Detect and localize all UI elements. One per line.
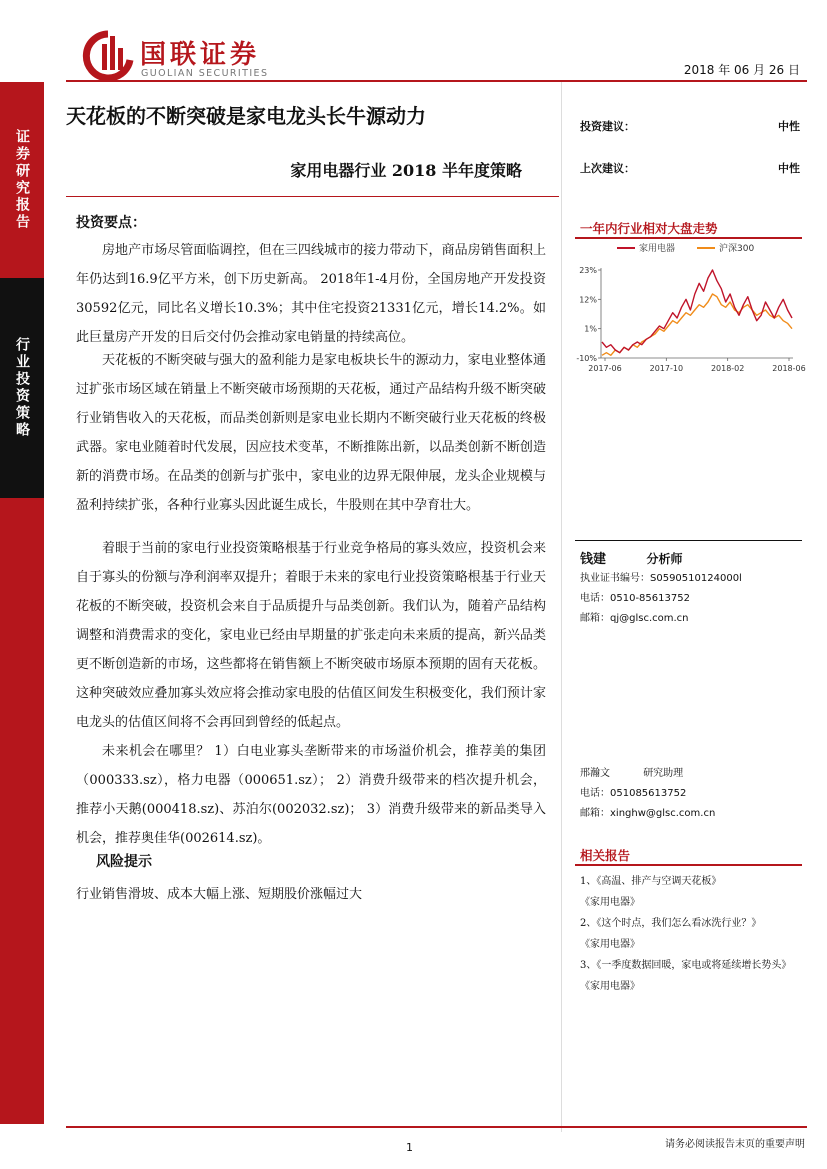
paragraph-2: 天花板的不断突破与强大的盈利能力是家电板块长牛的源动力，家电业整体通过扩张市场区域在销量上不断突破市场预期的天花板，通过产品结构升级不断突破行业销售收入的天花板，而品类创新则是家电业长期内不断突破行业天花板的终极武器。家电业随着时代发展，因应技术变革，不断推陈出新，以品类创新不断创造新的消费市场。在品类的创新与扩张中，家电业的边界无限伸展，龙头企业规模与盈利持续扩张，各种行业寡头因此诞生成长，牛股则在其中孕育壮大。 <box>76 353 546 513</box>
related-report-2-category: 《家用电器》 <box>580 939 640 950</box>
analyst-1-name: 钱建 <box>580 552 607 567</box>
analyst-2-role: 研究助理 <box>643 768 684 779</box>
phone-number: 0510-85613752 <box>610 593 690 604</box>
paragraph-4: 未来机会在哪里？ 1）白电业寡头垄断带来的市场溢价机会，推荐美的集团（000333.sz），格力电器（000651.sz）； 2）消费升级带来的档次提升机会，推荐小天鹅(000418.sz)、苏泊尔(002032.sz)； 3）消费升级带来的新品类导入机会，推荐奥佳华(002614.sz)。 <box>76 744 546 846</box>
related-report-3[interactable]: 3、《一季度数据回暖，家电或将延续增长势头》 <box>580 960 792 971</box>
y-tick-label: 12% <box>579 295 597 305</box>
column-divider <box>561 82 562 1132</box>
related-report-1-category: 《家用电器》 <box>580 897 640 908</box>
previous-recommendation-value: 中性 <box>778 162 800 175</box>
paragraph-1: 房地产市场尽管面临调控，但在三四线城市的接力带动下，商品房销售面积上年仍达到16.9亿平方米，创下历史新高。 2018年1-4月份，全国房地产开发投资30592亿元，同比名义增长10.3%；其中住宅投资21331亿元，增长14.2%。如此巨量房产开发的日后交付仍会推动家电销量的持续高位。 <box>76 243 546 345</box>
analyst-2 <box>580 764 683 779</box>
cert-number: S0590510124000l <box>650 573 742 584</box>
email-address[interactable]: qj@glsc.com.cn <box>610 613 689 624</box>
risk-heading: 风险提示 <box>96 854 152 870</box>
title-rule <box>66 196 559 197</box>
key-points-heading: 投资要点： <box>76 215 146 231</box>
guolian-logo-icon <box>82 30 136 82</box>
cert-label: 执业证书编号： <box>580 573 650 584</box>
x-tick-label: 2018-06 <box>772 364 806 373</box>
company-name-en: GUOLIAN SECURITIES <box>141 68 269 79</box>
analyst-1-role: 分析师 <box>646 552 683 566</box>
side-label-report-type: 证券研究报告 <box>0 82 44 278</box>
related-heading-rule <box>575 864 802 866</box>
analyst-rule <box>575 540 802 541</box>
phone-number: 051085613752 <box>610 788 687 799</box>
analyst-1 <box>580 548 683 567</box>
x-tick-label: 2017-10 <box>649 364 684 373</box>
legend-label-1: 沪深300 <box>719 244 755 254</box>
side-bar-bottom <box>0 498 44 1124</box>
analyst-2-email <box>580 804 715 819</box>
x-tick-label: 2018-02 <box>710 364 745 373</box>
previous-recommendation-label: 上次建议： <box>580 162 635 175</box>
report-date: 2018 年 06 月 26 日 <box>683 63 800 77</box>
analyst-1-email <box>580 609 689 624</box>
y-tick-label: -10% <box>576 354 597 363</box>
analyst-1-cert <box>580 569 742 584</box>
company-name-cn: 国联证券 <box>140 40 261 70</box>
paragraph-3: 着眼于当前的家电行业投资策略根基于行业竞争格局的寡头效应，投资机会来自于寡头的份额与净利润率双提升；着眼于未来的家电行业投资策略根基于行业天花板的不断突破，投资机会来自于品质提升与品类创新。我们认为，随着产品结构调整和消费需求的变化，家电业已经由早期量的扩张走向未来质的提高，新兴品类更不断创造新的市场，这些都将在销售额上不断突破市场原本预期的固有天花板。这种突破效应叠加寡头效应将会推动家电股的估值区间发生积极变化，我们预计家电龙头的估值区间将不会再回到曾经的低起点。 <box>76 541 546 730</box>
disclaimer: 请务必阅读报告末页的重要声明 <box>665 1139 805 1150</box>
legend-label-0: 家用电器 <box>639 244 676 254</box>
risk-text: 行业销售滑坡、成本大幅上涨、短期股价涨幅过大 <box>76 887 363 902</box>
chart-heading: 一年内行业相对大盘走势 <box>580 221 718 236</box>
chart-heading-rule <box>575 237 802 239</box>
page-title: 天花板的不断突破是家电龙头长牛源动力 <box>66 104 426 128</box>
analyst-2-name: 邢瀚文 <box>580 768 610 779</box>
related-reports-heading: 相关报告 <box>580 848 631 863</box>
analyst-2-phone <box>580 784 686 799</box>
recommendation-label: 投资建议： <box>580 120 635 133</box>
series-line-1 <box>602 294 792 355</box>
related-report-2[interactable]: 2、《这个时点，我们怎么看冰洗行业？》 <box>580 918 762 929</box>
footer-rule <box>66 1126 807 1128</box>
side-label-report-category: 行业投资策略 <box>0 278 44 498</box>
header-rule <box>66 80 807 82</box>
analyst-1-phone <box>580 589 690 604</box>
email-address[interactable]: xinghw@glsc.com.cn <box>610 808 716 819</box>
page-subtitle: 家用电器行业 2018 半年度策略 <box>290 161 522 180</box>
related-report-1[interactable]: 1、《高温、排产与空调天花板》 <box>580 876 722 887</box>
email-label: 邮箱： <box>580 808 610 819</box>
page-number: 1 <box>406 1141 413 1154</box>
y-tick-label: 23% <box>579 266 597 275</box>
relative-performance-chart <box>575 240 806 380</box>
phone-label: 电话： <box>580 593 610 604</box>
related-report-3-category: 《家用电器》 <box>580 981 640 992</box>
email-label: 邮箱： <box>580 613 610 624</box>
recommendation-value: 中性 <box>778 120 800 133</box>
y-tick-label: 1% <box>584 324 597 334</box>
x-tick-label: 2017-06 <box>588 364 622 373</box>
phone-label: 电话： <box>580 788 610 799</box>
